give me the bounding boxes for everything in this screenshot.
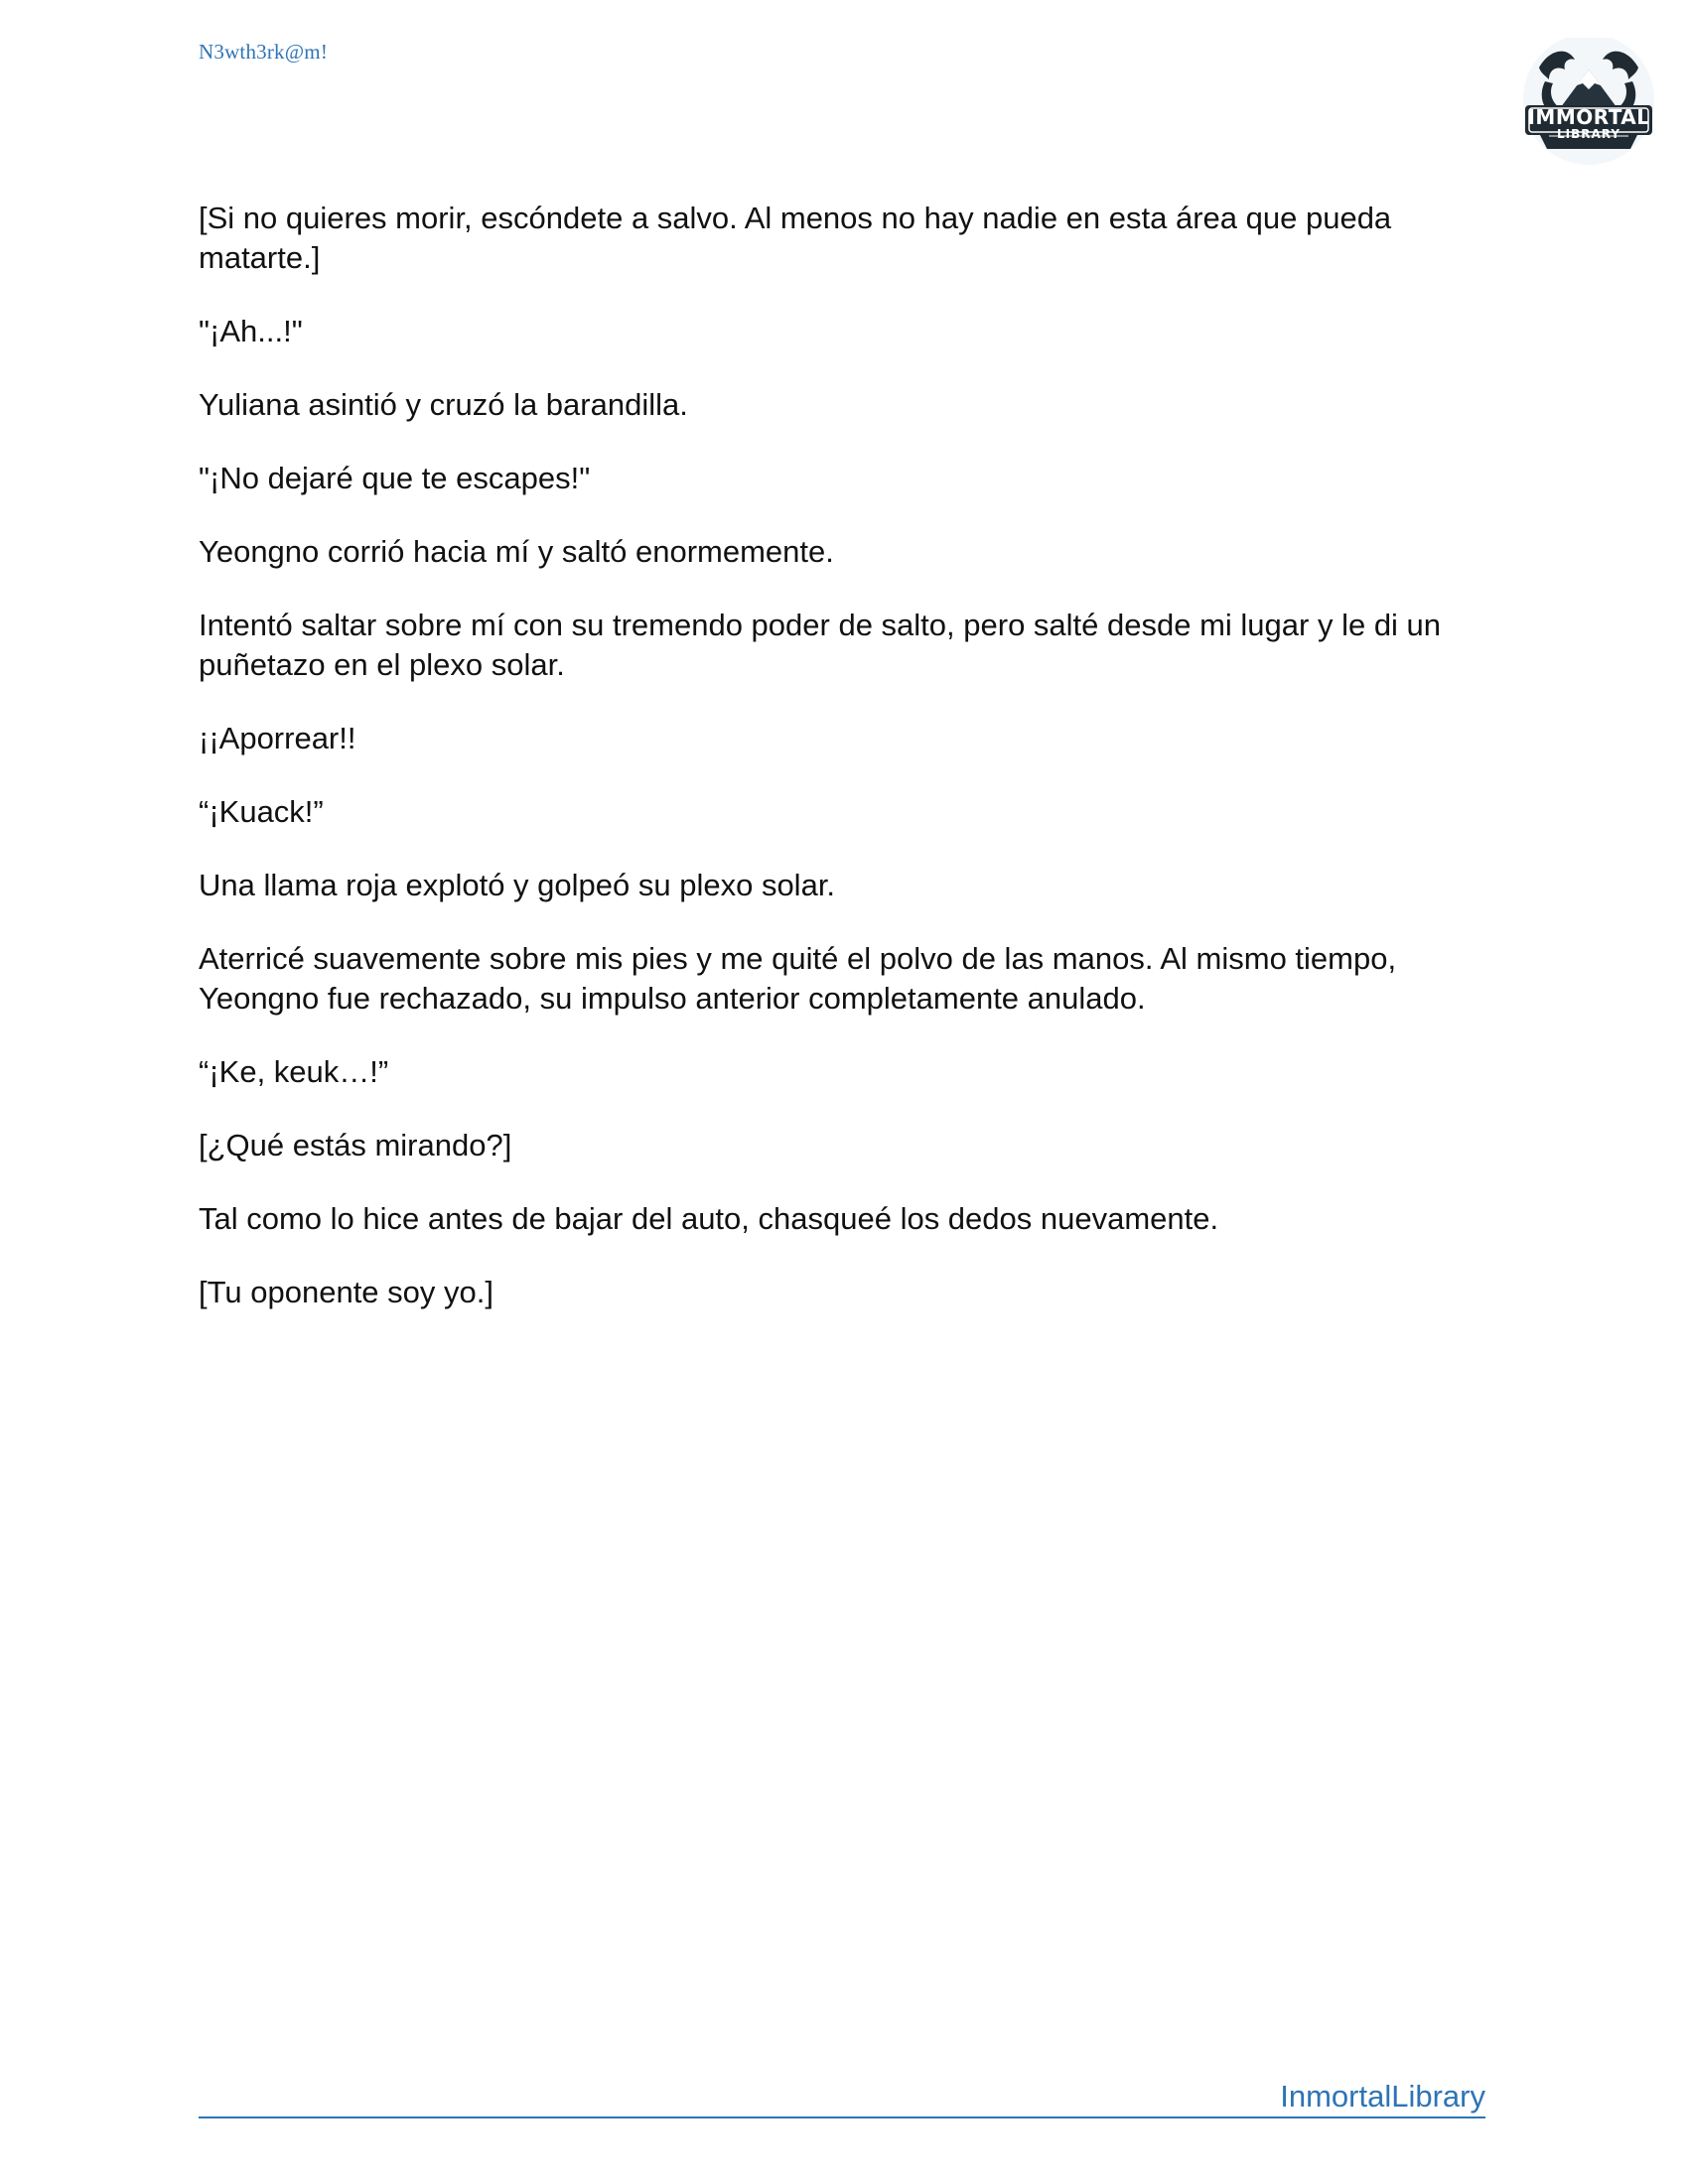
footer-divider bbox=[199, 2116, 1485, 2118]
paragraph: [¿Qué estás mirando?] bbox=[199, 1128, 512, 1162]
logo-caption-line2: LIBRARY bbox=[1556, 127, 1621, 141]
footer-link[interactable]: InmortalLibrary bbox=[1280, 2079, 1485, 2114]
document-body bbox=[199, 199, 1499, 1346]
paragraph: [Tu oponente soy yo.] bbox=[199, 1275, 493, 1309]
logo-caption-line1: IMMORTAL bbox=[1527, 105, 1650, 129]
paragraph: “¡Ke, keuk…!” bbox=[199, 1054, 389, 1089]
paragraph: Yuliana asintió y cruzó la barandilla. bbox=[199, 387, 688, 422]
paragraph: Una llama roja explotó y golpeó su plexo solar. bbox=[199, 868, 836, 902]
paragraph: "¡No dejaré que te escapes!" bbox=[199, 461, 591, 495]
paragraph: "¡Ah...!" bbox=[199, 314, 303, 348]
logo-caption bbox=[1525, 107, 1652, 142]
paragraph: Aterricé suavemente sobre mis pies y me quité el polvo de las manos. Al mismo tiempo, Yeongno fue rechazado, su impulso anterior completamente anulado. bbox=[199, 941, 1397, 1016]
paragraph: Yeongno corrió hacia mí y saltó enormemente. bbox=[199, 534, 834, 569]
paragraph: Intentó saltar sobre mí con su tremendo poder de salto, pero salté desde mi lugar y le di un puñetazo en el plexo solar. bbox=[199, 608, 1442, 682]
paragraph: [Si no quieres morir, escóndete a salvo. Al menos no hay nadie en esta área que pueda matarte.] bbox=[199, 201, 1392, 275]
paragraph: “¡Kuack!” bbox=[199, 794, 324, 829]
header-watermark-text: N3wth3rk@m! bbox=[199, 40, 329, 64]
paragraph: ¡¡Aporrear!! bbox=[199, 721, 356, 755]
paragraph: Tal como lo hice antes de bajar del auto, chasqueé los dedos nuevamente. bbox=[199, 1201, 1219, 1236]
